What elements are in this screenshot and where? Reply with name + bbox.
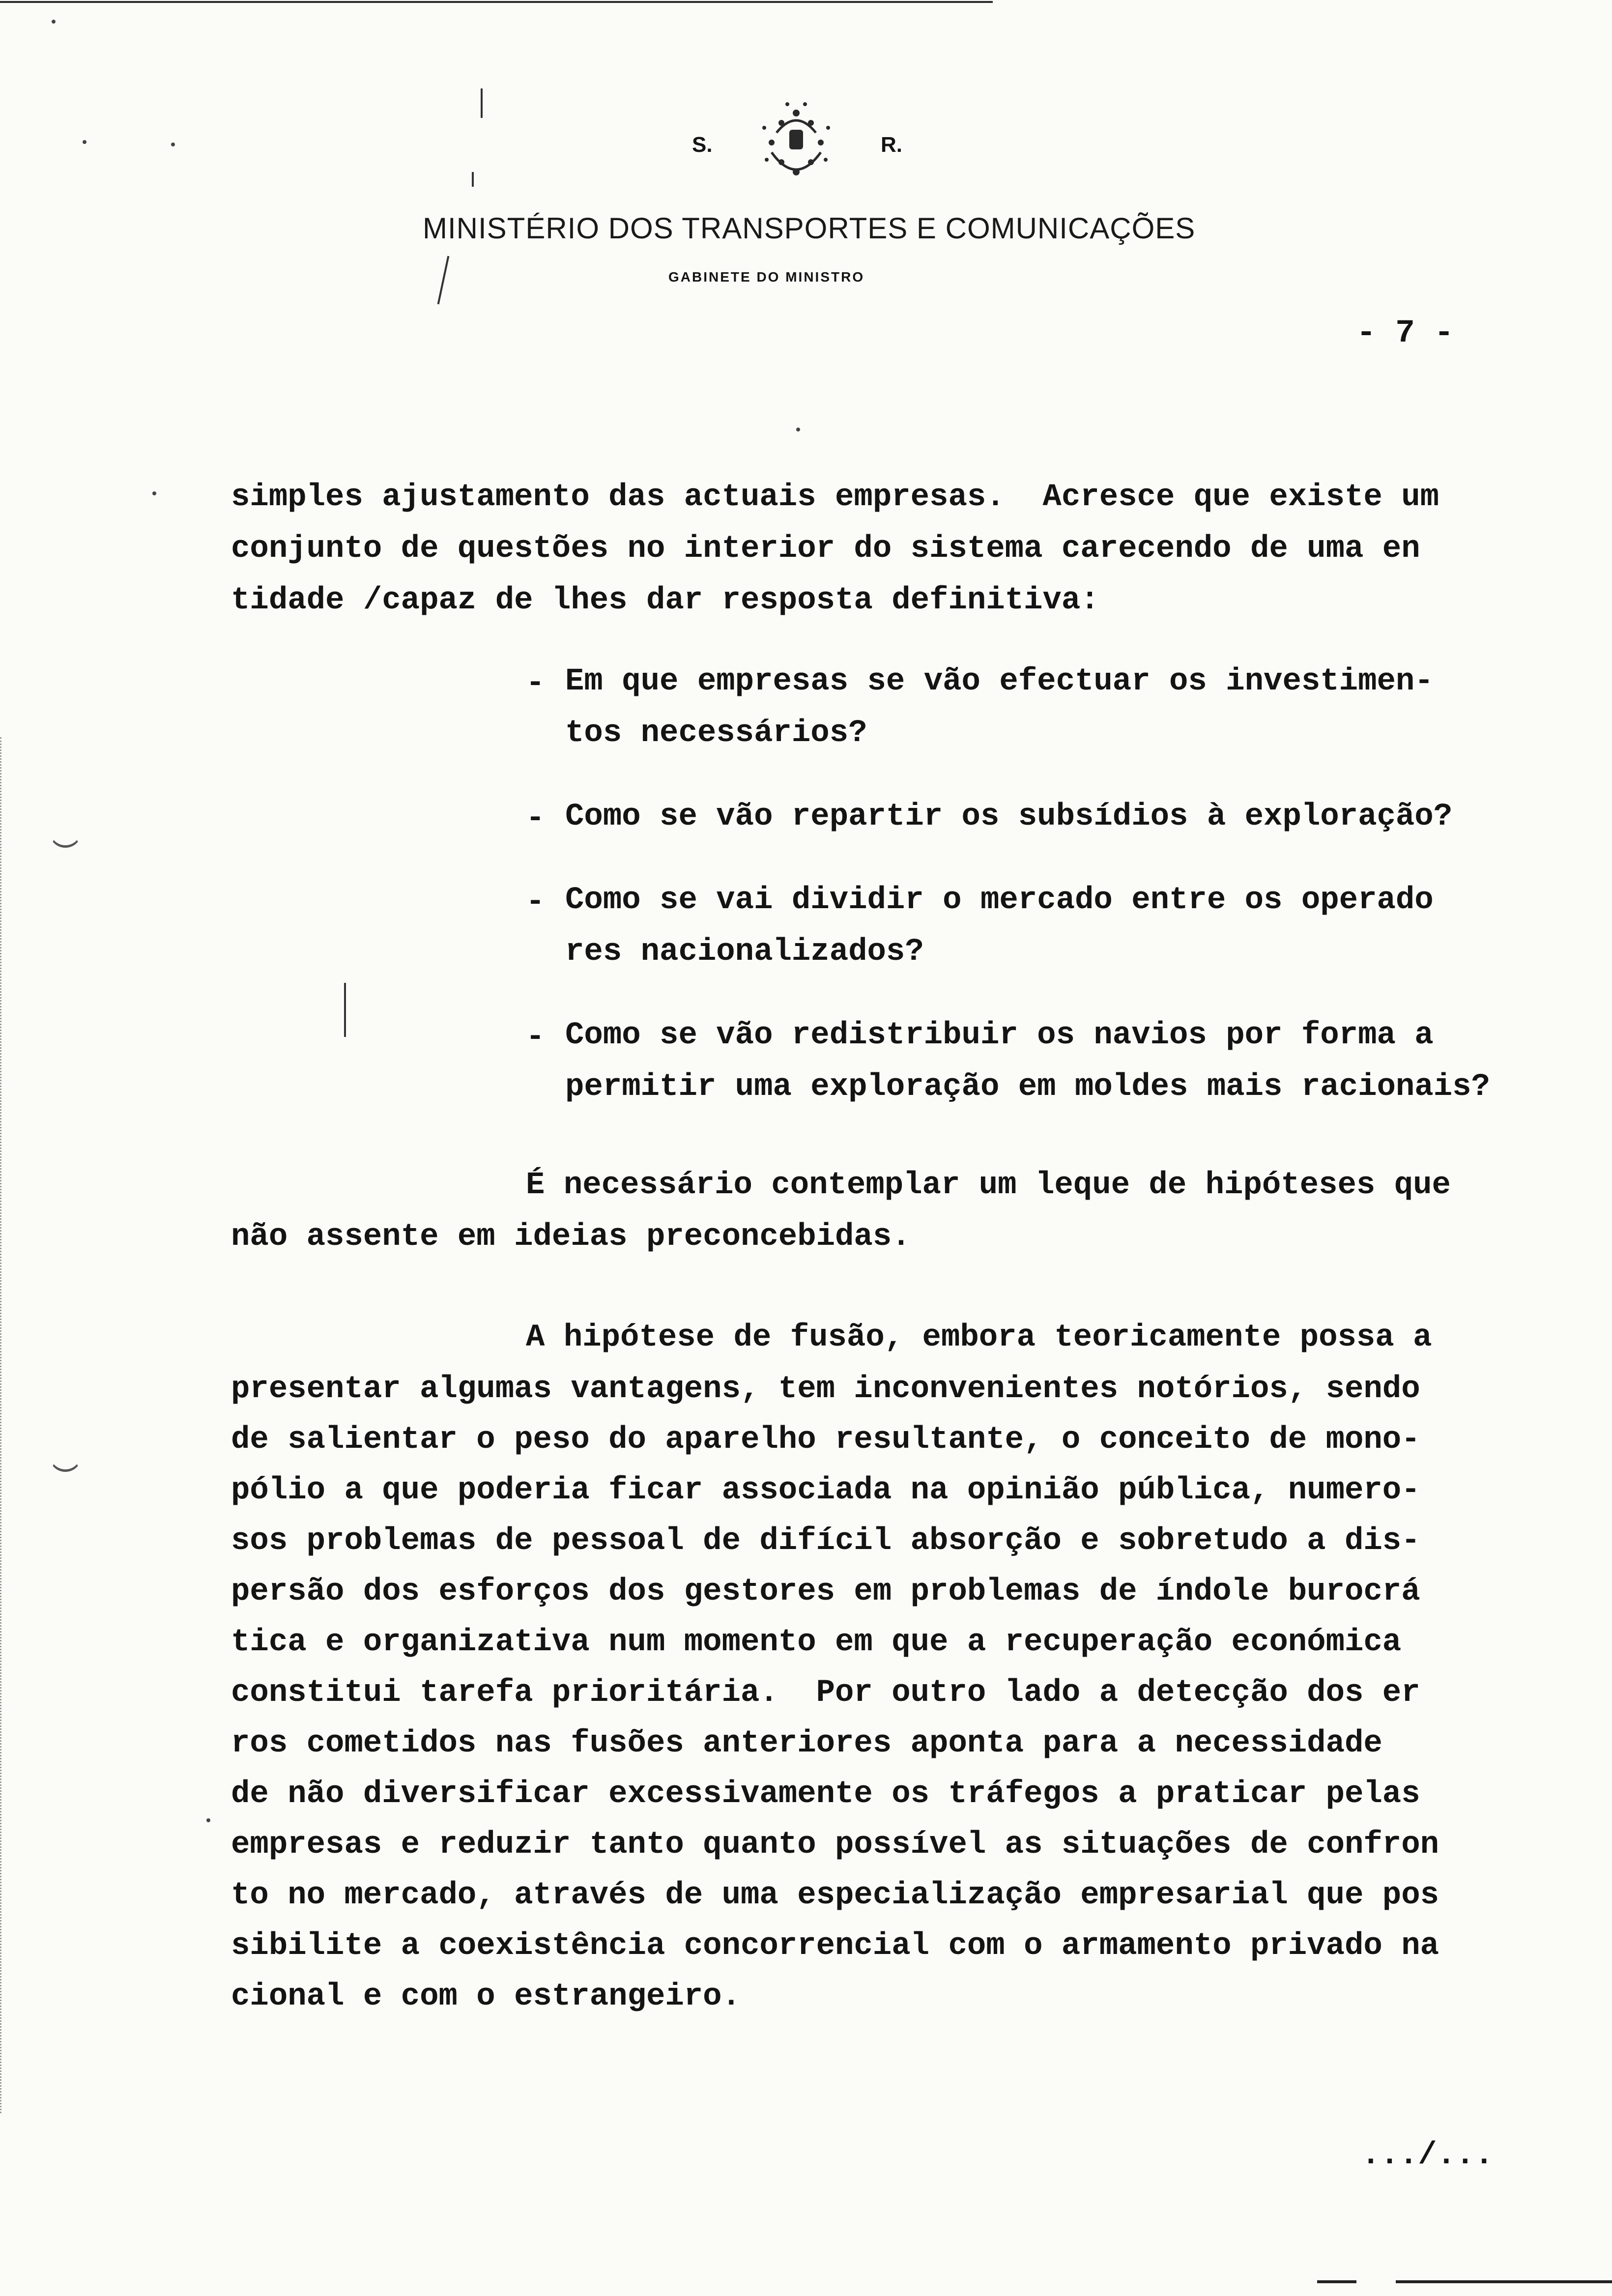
ministry-title: MINISTÉRIO DOS TRANSPORTES E COMUNICAÇÕES xyxy=(423,212,1196,245)
paragraph-line: de salientar o peso do aparelho resultante, o conceito de mono- xyxy=(231,1422,1420,1458)
seal-letter-right: R. xyxy=(881,133,902,157)
paragraph-line: É necessário contemplar um leque de hipóteses que xyxy=(526,1168,1451,1203)
paragraph-line: ros cometidos nas fusões anteriores aponta para a necessidade xyxy=(231,1726,1382,1761)
seal-letter-left: S. xyxy=(692,133,713,157)
bottom-rule xyxy=(1396,2280,1612,2283)
speck xyxy=(206,1818,210,1822)
question-line: permitir uma exploração em moldes mais racionais? xyxy=(565,1069,1490,1105)
paragraph-line: de não diversificar excessivamente os tráfegos a praticar pelas xyxy=(231,1777,1420,1812)
paragraph-line: persão dos esforços dos gestores em problemas de índole burocrá xyxy=(231,1574,1420,1609)
coat-of-arms-icon xyxy=(742,93,850,192)
pen-stroke xyxy=(472,172,474,187)
pen-stroke xyxy=(344,983,346,1037)
punch-hole-mark xyxy=(49,826,82,848)
paragraph-line: sos problemas de pessoal de difícil absorção e sobretudo a dis- xyxy=(231,1523,1420,1559)
paragraph-line: to no mercado, através de uma especialização empresarial que pos xyxy=(231,1878,1439,1913)
intro-line: conjunto de questões no interior do sistema carecendo de uma en xyxy=(231,531,1420,567)
paragraph-line: constitui tarefa prioritária. Por outro lado a detecção dos er xyxy=(231,1675,1420,1711)
pen-stroke xyxy=(437,256,450,305)
bullet-dash: - xyxy=(526,666,545,701)
question-line: Em que empresas se vão efectuar os investimen- xyxy=(565,664,1434,699)
page-number: - 7 - xyxy=(1356,315,1454,351)
question-line: tos necessários? xyxy=(565,716,867,751)
speck xyxy=(152,491,156,495)
paragraph-line: pólio a que poderia ficar associada na opinião pública, numero- xyxy=(231,1473,1420,1508)
intro-line: simples ajustamento das actuais empresas. Acresce que existe um xyxy=(231,480,1439,515)
bullet-dash: - xyxy=(526,885,545,920)
continuation-mark: .../... xyxy=(1361,2138,1494,2173)
speck xyxy=(52,20,56,24)
top-rule xyxy=(0,1,993,3)
paragraph-line: presentar algumas vantagens, tem inconvenientes notórios, sendo xyxy=(231,1372,1420,1407)
speck xyxy=(83,140,86,144)
question-line: res nacionalizados? xyxy=(565,934,924,970)
paragraph-line: tica e organizativa num momento em que a recuperação económica xyxy=(231,1625,1402,1660)
letterhead-seal xyxy=(0,88,1612,177)
paragraph-line: empresas e reduzir tanto quanto possível as situações de confron xyxy=(231,1827,1439,1863)
left-edge-shadow xyxy=(0,737,3,2113)
bottom-rule xyxy=(1317,2280,1356,2283)
punch-hole-mark xyxy=(49,1450,82,1472)
speck xyxy=(796,428,800,431)
bullet-dash: - xyxy=(526,1020,545,1055)
pen-stroke xyxy=(481,88,483,118)
paragraph-line: sibilite a coexistência concorrencial com o armamento privado na xyxy=(231,1928,1439,1964)
question-line: Como se vão repartir os subsídios à exploração? xyxy=(565,799,1453,834)
question-line: Como se vão redistribuir os navios por forma a xyxy=(565,1018,1434,1053)
paragraph-line: cional e com o estrangeiro. xyxy=(231,1979,741,2014)
question-line: Como se vai dividir o mercado entre os operado xyxy=(565,883,1434,918)
paragraph-line: não assente em ideias preconcebidas. xyxy=(231,1219,911,1255)
bullet-dash: - xyxy=(526,801,545,836)
cabinet-subtitle: GABINETE DO MINISTRO xyxy=(668,269,865,285)
intro-line: tidade /capaz de lhes dar resposta definitiva: xyxy=(231,583,1099,618)
speck xyxy=(171,143,175,146)
paragraph-line: A hipótese de fusão, embora teoricamente possa a xyxy=(526,1320,1432,1355)
